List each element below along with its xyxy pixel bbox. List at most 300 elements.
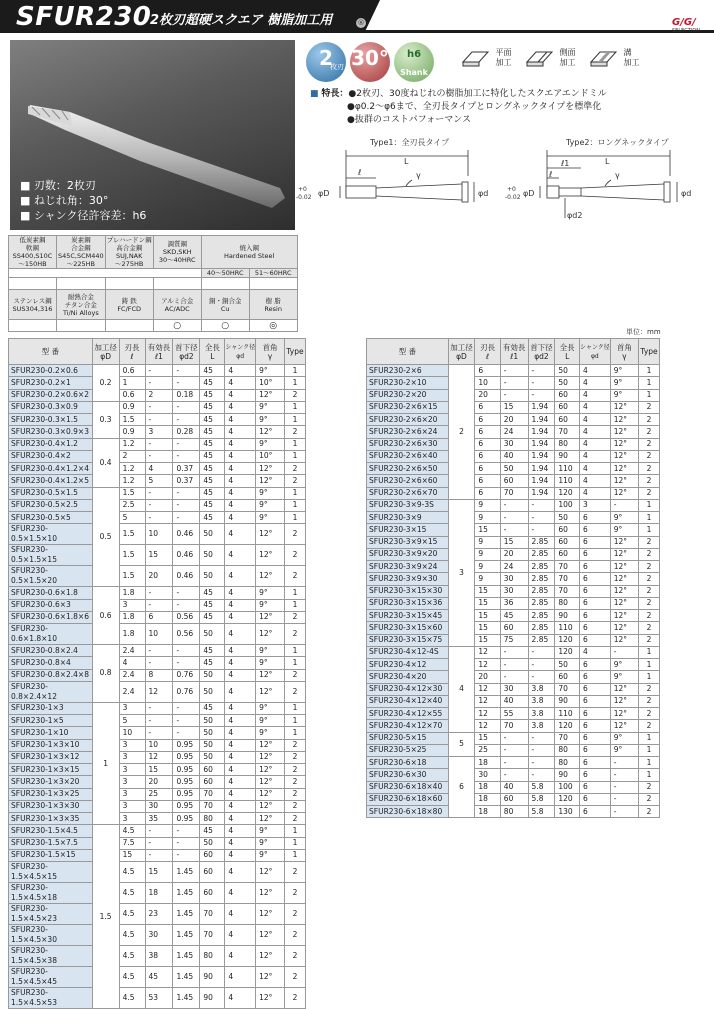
table-row [367,365,660,377]
mat-heat-resistant: 耐熱合金 チタン合金 Ti/Ni Alloys [57,290,106,320]
column-header: Type [284,339,305,365]
effective-length: - [145,825,173,837]
flute-length: 2.4 [119,645,145,657]
neck-diameter: 1.94 [528,438,555,450]
type: 2 [284,669,305,681]
neck-diameter: - [528,512,555,524]
table-row [367,597,660,609]
neck-diameter: - [173,512,200,524]
shank-diameter: 4 [225,401,256,413]
effective-length: 55 [500,708,528,720]
type: 2 [284,764,305,776]
overall-length: 90 [555,695,580,707]
shank-diameter: 4 [225,702,256,714]
tol2-plus: +0 [507,186,516,193]
model-number: SFUR230-3×15×30 [367,585,449,597]
neck-angle: 12° [256,624,285,645]
model-number: SFUR230-1×5 [9,715,93,727]
type: 1 [284,499,305,511]
mark-cast-iron [105,320,153,332]
table-row [367,561,660,573]
flute-length: 15 [475,634,500,646]
type: 1 [284,377,305,389]
model-number: SFUR230-4×12 [367,659,449,671]
flute-length: 12 [475,720,500,732]
shank-diameter: 4 [225,566,256,587]
spec-shank: ■ シャンク径許容差：h6 [20,208,146,223]
neck-angle: 10° [256,450,285,462]
type: 2 [284,967,305,988]
table-row [367,634,660,646]
neck-angle: 12° [610,438,638,450]
type: 2 [284,800,305,812]
column-header: 加工径 φD [448,339,475,365]
flute-length: 5 [119,512,145,524]
effective-length: - [500,499,528,511]
side-label: 側面 加工 [559,48,576,67]
model-number: SFUR230-0.8×4 [9,657,93,669]
type: 1 [284,727,305,739]
type: 2 [639,622,660,634]
flute-length: 2.5 [119,499,145,511]
model-number: SFUR230-3×9-3S [367,499,449,511]
overall-length: 60 [200,883,225,904]
model-number: SFUR230-3×15×60 [367,622,449,634]
shank-diameter: 6 [579,548,610,560]
brand-logo [672,10,704,34]
table-row [9,715,306,727]
type: 1 [284,587,305,599]
overall-length: 120 [555,646,580,658]
table-row [367,695,660,707]
model-number: SFUR230-0.4×1.2×5 [9,475,93,487]
shank-diameter: 6 [579,683,610,695]
neck-angle: - [610,769,638,781]
flute-length: 15 [119,849,145,861]
neck-diameter: - [528,671,555,683]
table-row [9,450,306,462]
side-icon [524,48,554,68]
neck-angle: 12° [256,988,285,1009]
overall-length: 90 [555,450,580,462]
overall-length: 60 [555,671,580,683]
shank-diameter: 4 [225,487,256,499]
feature-bullet-icon: ■ [310,89,319,99]
shank-diameter: 4 [225,800,256,812]
overall-length: 80 [555,597,580,609]
overall-length: 50 [200,669,225,681]
model-number: SFUR230-0.5×1.5 [9,487,93,499]
table-row [9,389,306,401]
model-number: SFUR230-4×12×30 [367,683,449,695]
model-number: SFUR230-0.6×1.8×10 [9,624,93,645]
effective-length: 3 [145,426,173,438]
flute-length: 1.5 [119,487,145,499]
flute-length: 4.5 [119,988,145,1009]
mat-hrc-40-50: 40～50HRC [201,269,249,278]
flute-count-value: 2 [319,46,333,70]
shank-diameter: 4 [225,645,256,657]
neck-angle: 12° [610,561,638,573]
overall-length: 80 [555,744,580,756]
model-number: SFUR230-0.8×2.4 [9,645,93,657]
neck-angle: 12° [610,450,638,462]
model-number: SFUR230-2×6×40 [367,450,449,462]
flute-length: 5 [119,715,145,727]
effective-length: 60 [500,475,528,487]
flute-count-badge [306,42,346,82]
flute-length: 9 [475,536,500,548]
mat-stainless: ステンレス鋼 SUS304,316 [9,290,57,320]
table-row [367,463,660,475]
shank-diameter: 4 [225,463,256,475]
effective-length: - [500,744,528,756]
model-number: SFUR230-0.5×1.5×10 [9,524,93,545]
flute-length: 30 [475,769,500,781]
table-row [9,611,306,623]
table-row [9,365,306,377]
overall-length: 70 [555,561,580,573]
shank-diameter: 4 [579,365,610,377]
table-row [9,463,306,475]
overall-length: 60 [200,776,225,788]
neck-diameter: 0.95 [173,751,200,763]
plane-label: 平面 加工 [495,48,512,67]
table-row [367,536,660,548]
shank-diameter: 4 [579,438,610,450]
diameter-cell: 1.5 [92,825,119,1009]
overall-length: 110 [555,475,580,487]
model-number: SFUR230-0.5×5 [9,512,93,524]
effective-length: 36 [500,597,528,609]
type: 2 [639,487,660,499]
model-number: SFUR230-1.5×4.5×23 [9,904,93,925]
neck-diameter: 0.46 [173,566,200,587]
table-row [9,512,306,524]
groove-label: 溝 加工 [623,48,640,67]
product-title: SFUR230 [16,2,152,32]
type: 2 [639,610,660,622]
type: 1 [284,825,305,837]
shank-diameter: 4 [225,426,256,438]
neck-diameter: 0.28 [173,426,200,438]
diameter-cell: 6 [448,757,475,818]
neck-angle: 9° [256,414,285,426]
overall-length: 45 [200,702,225,714]
flute-length: 1.5 [119,524,145,545]
shank-diameter: 3 [579,499,610,511]
type: 2 [639,536,660,548]
neck-angle: 9° [610,744,638,756]
effective-length: 20 [500,414,528,426]
shank-diameter: 4 [225,669,256,681]
table-row [9,587,306,599]
shank-diameter: 6 [579,585,610,597]
overall-length: 70 [200,925,225,946]
effective-length: - [500,389,528,401]
shank-diameter: 6 [579,793,610,805]
shank-diameter: 4 [225,967,256,988]
shank-diameter: 6 [579,561,610,573]
flute-length: 3 [119,702,145,714]
model-number: SFUR230-4×12×40 [367,695,449,707]
flute-length: 6 [475,401,500,413]
dim-phiD: φD [318,189,330,198]
flute-length: 4.5 [119,946,145,967]
neck-angle: 12° [256,389,285,401]
table-row [367,512,660,524]
flute-length: 1.5 [119,566,145,587]
effective-length: - [145,727,173,739]
type: 2 [639,720,660,732]
effective-length: 15 [145,545,173,566]
type: 2 [639,573,660,585]
overall-length: 70 [200,788,225,800]
mark [57,278,106,290]
neck-diameter: 2.85 [528,597,555,609]
neck-angle: 9° [256,657,285,669]
neck-angle: 12° [256,967,285,988]
effective-length: 30 [500,585,528,597]
effective-length: - [145,487,173,499]
model-number: SFUR230-2×6×50 [367,463,449,475]
neck-angle: 12° [256,776,285,788]
model-number: SFUR230-0.4×1.2×4 [9,463,93,475]
type: 2 [284,988,305,1009]
effective-length: 4 [145,463,173,475]
model-number: SFUR230-6×18 [367,757,449,769]
overall-length: 50 [200,545,225,566]
neck-diameter: 0.37 [173,463,200,475]
effective-length: 60 [500,622,528,634]
shank-diameter: 4 [225,512,256,524]
overall-length: 100 [555,499,580,511]
mat-carbon: 炭素鋼 合金鋼 S45C,SCM440 ～225HB [58,236,104,268]
overall-length: 80 [555,757,580,769]
shank-diameter: 4 [225,624,256,645]
shank-diameter: 6 [579,769,610,781]
model-number: SFUR230-3×9×15 [367,536,449,548]
model-number: SFUR230-2×20 [367,389,449,401]
model-number: SFUR230-0.4×2 [9,450,93,462]
flute-length: 4.5 [119,825,145,837]
overall-length: 45 [200,475,225,487]
type: 2 [284,681,305,702]
model-number: SFUR230-1×3×35 [9,813,93,825]
shank-diameter: 4 [225,788,256,800]
type: 1 [639,365,660,377]
type: 2 [284,751,305,763]
neck-angle: 12° [610,708,638,720]
effective-length: - [145,702,173,714]
flute-length: 15 [475,622,500,634]
column-header: 首下径 φd2 [173,339,200,365]
neck-angle: 12° [610,426,638,438]
shank-diameter: 4 [579,414,610,426]
type: 1 [639,744,660,756]
table-row [9,988,306,1009]
effective-length: 15 [145,862,173,883]
overall-length: 70 [555,683,580,695]
model-number: SFUR230-1×3×12 [9,751,93,763]
model-number: SFUR230-4×12-4S [367,646,449,658]
column-header: 有効長 ℓ1 [145,339,173,365]
dim-L: L [404,157,409,166]
effective-length: - [145,450,173,462]
effective-length: - [145,414,173,426]
shank-diameter: 4 [579,401,610,413]
neck-angle: 9° [610,512,638,524]
flute-length: 1.5 [119,414,145,426]
type: 1 [284,401,305,413]
neck-angle: 9° [256,401,285,413]
model-number: SFUR230-4×20 [367,671,449,683]
shank-diameter: 4 [225,715,256,727]
effective-length: - [145,365,173,377]
neck-angle: 9° [256,512,285,524]
model-number: SFUR230-6×18×80 [367,806,449,818]
model-number: SFUR230-3×9×20 [367,548,449,560]
flute-length: 0.6 [119,365,145,377]
overall-length: 60 [555,548,580,560]
dim2-l1: ℓ1 [561,159,570,168]
neck-diameter: 1.94 [528,475,555,487]
model-number: SFUR230-2×6×20 [367,414,449,426]
model-number: SFUR230-1×3×15 [9,764,93,776]
mark [201,278,249,290]
shank-diameter: 4 [225,925,256,946]
table-row [9,862,306,883]
overall-length: 70 [555,585,580,597]
effective-length: 38 [145,946,173,967]
effective-length: 12 [145,751,173,763]
model-number: SFUR230-1×3 [9,702,93,714]
model-number: SFUR230-0.6×1.8×6 [9,611,93,623]
diameter-cell: 4 [448,646,475,732]
neck-diameter: - [173,587,200,599]
effective-length: - [145,377,173,389]
column-header: 型 番 [367,339,449,365]
effective-length: 30 [500,573,528,585]
dim-phid: φd [478,189,489,198]
type: 2 [639,450,660,462]
model-number: SFUR230-4×12×55 [367,708,449,720]
type: 1 [639,524,660,536]
overall-length: 90 [200,988,225,1009]
model-number: SFUR230-1×3×25 [9,788,93,800]
neck-diameter: - [528,769,555,781]
model-number: SFUR230-1.5×4.5 [9,825,93,837]
overall-length: 60 [555,401,580,413]
product-photo [10,40,295,230]
flute-length: 18 [475,781,500,793]
model-number: SFUR230-5×25 [367,744,449,756]
flute-length: 1.5 [119,545,145,566]
column-header: 首角 γ [610,339,638,365]
shank-diameter: 6 [579,695,610,707]
table-row [9,401,306,413]
table-row [9,727,306,739]
shank-label: Shank [400,68,428,77]
overall-length: 45 [200,645,225,657]
neck-diameter: 1.45 [173,904,200,925]
flute-length: 6 [475,475,500,487]
neck-diameter: - [528,524,555,536]
neck-angle: 9° [256,825,285,837]
neck-angle: 12° [256,426,285,438]
flute-length: 0.9 [119,426,145,438]
neck-diameter: 0.37 [173,475,200,487]
overall-length: 50 [200,837,225,849]
table-row [367,401,660,413]
type: 2 [639,548,660,560]
helix-angle-value: 30° [351,46,389,70]
flute-count-unit: 枚刃 [330,63,344,71]
mat-resin: 樹 脂 Resin [249,290,297,320]
neck-diameter: 2.85 [528,548,555,560]
overall-length: 50 [555,365,580,377]
shank-diameter: 4 [225,377,256,389]
tol2-minus: -0.02 [505,194,521,201]
shank-diameter: 4 [579,377,610,389]
mat-copper: 銅・銅合金 Cu [201,290,249,320]
type: 1 [639,671,660,683]
diameter-cell: 0.2 [92,365,119,402]
neck-diameter: 1.94 [528,414,555,426]
model-number: SFUR230-0.5×2.5 [9,499,93,511]
mark [9,278,57,290]
unit-note: 単位：mm [626,328,661,336]
flute-length: 9 [475,548,500,560]
machining-groove [588,48,640,68]
mat-tempered: 調質鋼 SKD,SKH 30～40HRC [153,236,201,269]
type: 2 [284,904,305,925]
table-row [9,925,306,946]
neck-angle: 9° [610,732,638,744]
overall-length: 90 [555,610,580,622]
model-number: SFUR230-5×15 [367,732,449,744]
neck-diameter: - [173,401,200,413]
table-row [367,377,660,389]
shank-diameter: 6 [579,524,610,536]
neck-angle: 12° [610,401,638,413]
neck-diameter: - [173,657,200,669]
model-number: SFUR230-3×15×75 [367,634,449,646]
neck-diameter: 0.95 [173,776,200,788]
table-row [367,622,660,634]
effective-length: 40 [500,695,528,707]
shank-diameter: 4 [225,475,256,487]
table-row [9,739,306,751]
shank-diameter: 4 [579,463,610,475]
neck-angle: 12° [256,681,285,702]
shank-diameter: 4 [225,883,256,904]
table-row [9,566,306,587]
column-header: シャンク径 φd [579,339,610,365]
type: 1 [284,365,305,377]
neck-diameter: 0.46 [173,524,200,545]
table-row [9,524,306,545]
flute-length: 1.2 [119,463,145,475]
effective-length: 75 [500,634,528,646]
feature-line-3: ●抜群のコストパフォーマンス [347,115,471,125]
shank-diameter: 4 [225,862,256,883]
neck-diameter: 2.85 [528,536,555,548]
flute-length: 3 [119,800,145,812]
neck-diameter: 1.45 [173,967,200,988]
type: 2 [284,925,305,946]
overall-length: 45 [200,599,225,611]
